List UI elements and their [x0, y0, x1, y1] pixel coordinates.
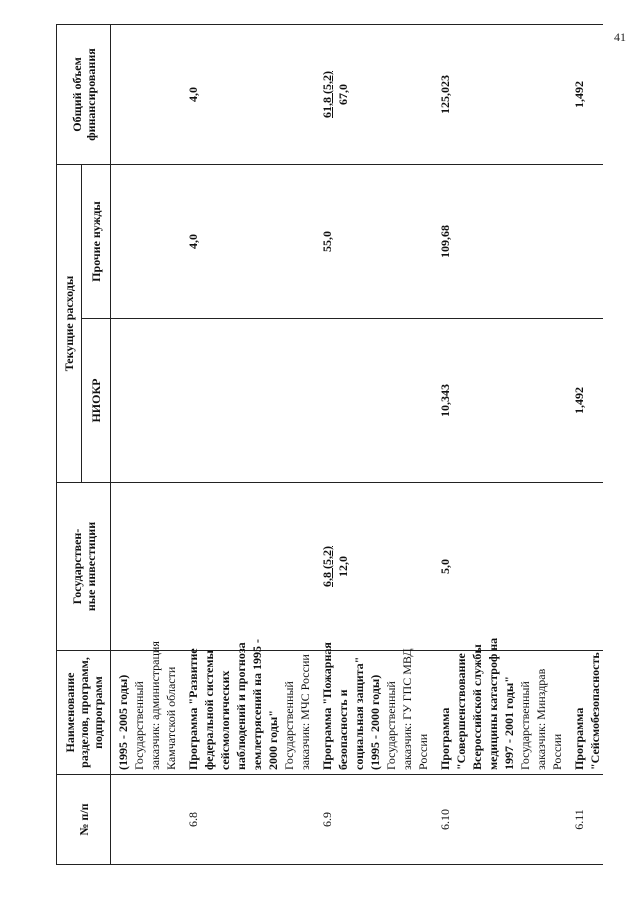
financing-table — [56, 24, 603, 865]
header-number: № п/п — [57, 775, 111, 865]
row-other-needs — [111, 165, 180, 319]
row-investment — [179, 483, 313, 651]
row-other-needs: 55,0 — [313, 165, 431, 319]
row-investment — [565, 483, 603, 651]
row-other-needs — [565, 165, 603, 319]
page-number: 41 — [614, 30, 626, 44]
row-total — [111, 25, 180, 165]
row-number: 6.9 — [313, 775, 431, 865]
row-niokr — [179, 319, 313, 483]
row-name: (1995 - 2005 годы) Государственный заказчик: администрация Камчатской области — [111, 651, 180, 775]
row-niokr — [313, 319, 431, 483]
header-total: Общий объем финансирования — [57, 25, 111, 165]
financing-table-rotated — [56, 25, 616, 865]
row-total: 125,023 — [431, 25, 565, 165]
header-name: Наименование разделов, программ, подпрограмм — [57, 651, 111, 775]
row-niokr: 10,343 — [431, 319, 565, 483]
row-niokr — [111, 319, 180, 483]
row-investment — [111, 483, 180, 651]
row-total: 4,0 — [179, 25, 313, 165]
row-other-needs: 109,68 — [431, 165, 565, 319]
row-total: 1,492 — [565, 25, 603, 165]
header-niokr: НИОКР — [82, 319, 111, 483]
row-other-needs: 4,0 — [179, 165, 313, 319]
row-name: Программа "Развитие федеральной системы сейсмологических наблюдений и прогноза землетрясений на 1995 - 2000 годы" Государственный заказчик: МЧС России — [179, 651, 313, 775]
row-number: 6.11 — [565, 775, 603, 865]
row-number: 6.8 — [179, 775, 313, 865]
row-investment: 6,8 (5,2) 12,0 — [313, 483, 431, 651]
table-row — [111, 25, 180, 865]
row-investment: 5,0 — [431, 483, 565, 651]
header-current-expenses: Текущие расходы — [57, 165, 82, 483]
row-niokr: 1,492 — [565, 319, 603, 483]
table-row — [565, 25, 603, 865]
table-row — [313, 25, 431, 865]
table-row — [431, 25, 565, 865]
row-number: 6.10 — [431, 775, 565, 865]
row-number — [111, 775, 180, 865]
table-row — [179, 25, 313, 865]
row-name: Программа "Совершенствование Всероссийской службы медицины катастроф на 1997 - 2001 годы" Государственный заказчик: Минздрав России — [431, 651, 565, 775]
row-name: Программа "Сейсмобезопасность — [565, 651, 603, 775]
row-name: Программа "Пожарная безопасность и социальная защита" (1995 - 2000 годы) Государственный заказчик: ГУ ГПС МВД России — [313, 651, 431, 775]
header-other-needs: Прочие нужды — [82, 165, 111, 319]
row-total: 61,8 (5,2) 67,0 — [313, 25, 431, 165]
header-investment: Государствен- ные инвестиции — [57, 483, 111, 651]
